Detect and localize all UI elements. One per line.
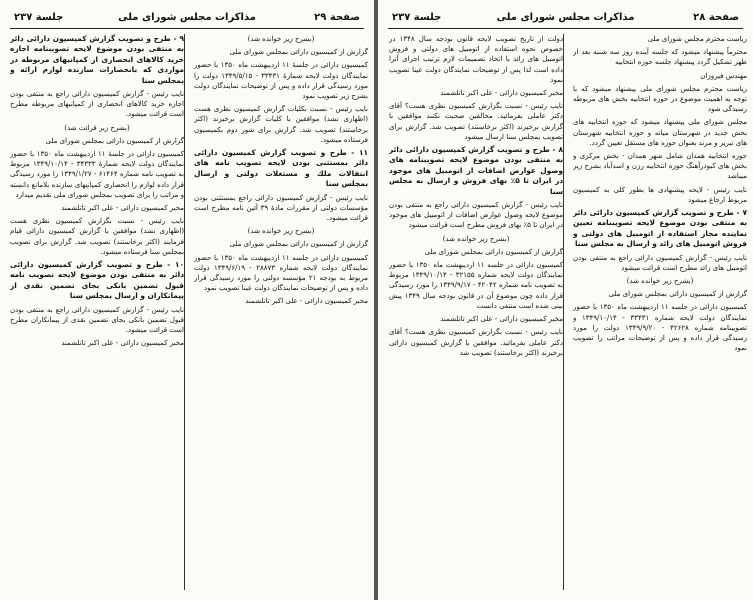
paragraph: نايب رئيس - نسبت بگزارش كميسيون نظرى هست (اظهارى نشد) موافقين با گزارش كميسيون دارائى قيام فرمايند (اكثر برخاستند) تصويب شد. گزارش براى تصويب بمجلس سنا فرستاده ميشود. [10,217,184,256]
column-divider [563,34,564,590]
section-heading: ۸ - طرح و تصويب گزارش كميسيون دارائى دائر به منتفى بودن موضوع لايحه تصويبنامه هاى وصول عوارض اضافات از اتومبيل هاى موجود در ايران تا ۵٪ بهاى فروش و ارسال به مجلس سنا [389,145,563,196]
paragraph: نايب رئيس - نسبت بكليات گزارش كميسيون نظرى هست (اظهارى نشد) موافقين با كليات گزارش برخيزند (اكثر برخاستند) تصويب شد. گزارش براى شور دوم بكميسيون فرستاده ميشود. [194,105,368,144]
paragraph: مخبر كميسيون دارائى - على اكبر تاتلشمند [245,297,368,306]
paragraph: كميسيون دارائى در جلسه ۱۱ ارديبهشت ماه ۱۳۵۰ با حضور نمايندگان دولت لايحه شماره ۳۳۴۳۱ - ۱۳۴۹/۱۰/۱۴ و تصويبنامه شماره ۴۲۶۲۸ - ۱۳۴۹/۹/۲۰ دولت را مورد رسيدگى قرار داده و پس از توضيحات مراتب را تصويب نمود [573,303,747,353]
paragraph: كميسيون دارائى در جلسه ۱۱ ارديبهشت ماه ۱۳۵۰ با حضور نمايندگان دولت لايحه شماره ۲۸۸۷۳ - ۱۳۴۹/۶/۱۹ دولت مربوط به بودجه ۲۱ مؤسسه دولتى را مورد رسيدگى قرار داده و پس از توضيحات نمايندگان دولت عينا تصويب نمود [194,253,368,293]
paragraph: گزارش از كميسيون دارائى بمجلس شوراى ملى [45,136,184,145]
paragraph: نايب رئيس - گزارش كميسيون دارائى راجع به منتفى بودن قبول تضمين بانكى بجاى تضمين نقدى از پيمانكاران مطرح است قرائت ميشود. [10,305,184,335]
paragraph: (بشرح زير خوانده شد) [247,227,315,236]
running-title: مذاكرات مجلس شوراى ملى [118,12,256,23]
page-number: صفحة ۲۸ [693,12,739,23]
session-number: جلسة ۲۳۷ [392,12,442,23]
paragraph: نايب رئيس - گزارش كميسيون دارائى راجع به منتفى بودن موضوع لايحه وصول عوارض اضافات از اتومبيل هاى موجود در ايران تا ۵٪ بهاى فروش مطرح است قرائت ميشود [389,201,563,230]
left-page-column-2 [10,34,184,590]
right-page-header [388,12,743,29]
paragraph: گزارش از كميسيون دارائى بمجلس شوراى ملى [424,247,563,256]
paragraph: مخبر كميسيون دارائى - على اكبر تاتلشمند [61,204,184,213]
section-heading: ۱۱ - طرح و تصويب گزارش كميسيون دارائى دائر بمستثنى بودن لايحه تصويب نامه هاى انتقالات ملك و مستغلات دولتى و ارسال بمجلس سنا [194,148,368,189]
paragraph: (بشرح زير خوانده شد) [626,277,694,286]
paragraph: نايب رئيس - نسبت بگزارش كميسيون نظرى هست؟ آقاى دكتر عاملى بفرمائيد. موافقين با گزارش كميسيون دارائى برخيزند (اكثر برخاستند) تصويب شد [389,328,563,357]
right-page [378,0,753,600]
left-page [0,0,374,600]
page-number: صفحة ۲۹ [314,12,360,23]
paragraph: نايب رئيس - گزارش كميسيون دارائى راجع بمستثنى بودن مؤسسات دولتى از مقررات مادهٔ ۳۹ آئين نامه مطرح است قرائت ميشود. [194,193,368,223]
paragraph: مخبر كميسيون دارائى - على اكبر تاتلشمند [440,89,563,98]
right-page-column-2 [389,34,563,590]
session-number: جلسة ۲۳۷ [14,12,64,23]
paragraph: رياست محترم مجلس شوراى ملى پيشنهاد ميشود كه با توجه به اهميت موضوع در حوزه انتخابيه بخش هاى مربوطه رسيدگى شود [573,84,747,114]
paragraph: مخبر كميسيون دارائى - على اكبر تاتلشمند [440,315,563,324]
column-divider [184,34,185,590]
paragraph: گزارش از كميسيون دارائى بمجلس شوراى ملى [229,240,368,249]
paragraph: نايب رئيس - لايحه پيشنهادى ها بطور كلى به كميسيون مربوط ارجاع ميشود [573,185,747,204]
paragraph: (بشرح زير قرائت شد) [64,123,130,132]
paragraph: نايب رئيس - گزارش كميسيون دارائى راجع به منتفى بودن اتومبيل هاى زائد مطرح است قرائت ميشود [573,253,747,272]
section-heading: ۷ - طرح و تصويب گزارش كميسيون دارائى دائر به منتفى بودن موضوع لايحه تصويبنامه تعيين نماينده مجاز استفاده از اتومبيل هاى دولتى و فروش اتومبيل هاى زائد و ارسال به مجلس سنا [573,208,747,249]
paragraph: نايب رئيس - نسبت بگزارش كميسيون نظرى هست؟ آقاى دكتر عاملى بفرمائيد. مخالفين صحبت نكنند موافقين با گزارش برخيزند (اكثر برخاستند) تصويب شد. گزارش براى تصويب بمجلس سنا ارسال ميشود [389,102,563,141]
paragraph: محترماً پيشنهاد ميشود كه جلسه آينده روز سه شنبه بعد از ظهر تشكيل گردد پيشنهاد جلسه حوزه انتخابيه [573,48,747,67]
paragraph: مخبر كميسيون دارائى - على اكبر تاتلشمند [61,339,184,348]
paragraph: دولت از تاريخ تصويب لايحه قانون بودجه سال ۱۳۴۸ در خصوص نحوه استفاده از اتومبيل هاى دولتى و فروش اتومبيل هاى زائد با اتخاذ تصميمات لازم ترتيب اجراى آنرا داده است لذا پس از توضيحات نمايندگان دولت عينا تصويب نمود [389,35,563,84]
paragraph: مجلس شوراى ملى پيشنهاد ميشود كه حوزه انتخابيه هاى بخش جديد در شهرستان ميانه و حوزه انتخابيه شهرستان هاى تبريز و مرند بعنوان حوزه هاى مستقل تعيين گردد. [573,118,747,147]
left-page-header [10,12,364,29]
paragraph: كميسيون دارائى در جلسه ۱۱ ارديبهشت ماه ۱۳۵۰ با حضور نمايندگان دولت لايحه شماره ۳۲۱۵۵ - ۱۳۴۹/۱۰/۱۴ مربوط به تصويب نامه شماره ۴۲۰۴۲ - ۱۳۴۹/۹/۱۷ را مورد رسيدگى قرار داده چون موضوع آن در قانون بودجه سال ۱۳۴۹ پيش بينى شده است منتفى دانست [389,261,563,310]
left-page-column-1 [194,34,368,590]
paragraph: (بشرح زير خوانده شد) [247,35,315,43]
running-title: مذاكرات مجلس شوراى ملى [496,12,635,23]
paragraph: كميسيون دارائى در جلسهٔ ۱۱ ارديبهشت ماه ۱۳۵۰ با حضور نمايندگان دولت لايحه شمارهٔ ۳۳۴۳۱ - ۱۳۴۹/۵/۱۵ دولت را مورد رسيدگى قرار داده و پس از توضيحات نمايندگان دولت بشرح زير تصويب نمود [194,61,368,101]
paragraph: رياست محترم مجلس شوراى ملى [647,35,747,43]
paragraph: (بشرح زير خوانده شد) [442,234,510,243]
paragraph: نايب رئيس - گزارش كميسيون دارائى راجع به منتفى بودن اجازه خريد كالاهاى انحصارى از كمپانيهاى مربوطه مطرح است قرائت ميشود. [10,90,184,119]
paragraph: مهندس فيروزان [700,71,747,80]
section-heading: ۱۰ - طرح و تصويب گزارش كميسيون دارائى دائر به منتفى بودن موضوع لايحه تصويب نامه قبول تضمين بانكى بجاى تضمين نقدى از پيمانكاران و ارسال بمجلس سنا [10,260,184,301]
right-page-column-1 [573,34,747,590]
paragraph: گزارش از كميسيون دارائى بمجلس شوراى ملى [229,48,368,57]
paragraph: كميسيون دارائى در جلسهٔ ۱۱ ارديبهشت ماه ۱۳۵۰ با حضور نمايندگان دولت لايحه شمارهٔ ۳۴۳۳۳ - ۱۳۴۹/۱۰/۱۴ مربوط به تصويب نامه شماره ۶۱۴۶۴ - ۱۳۴۹/۱/۲۷ را مورد رسيدگى قرار داده لوازم را انحصارى كمپانيهاى سازنده بلامانع دانسته و مراتب را براى تصويب بمجلس شوراى ملى تقديم ميدارد [10,150,184,199]
paragraph: حوزه انتخابيه همدان شامل شهر همدان - بخش مركزى و بخش هاى كبودرآهنگ حوزه انتخابيه رزن و اسدآباد بشرح زير ميباشد [573,152,747,181]
section-heading: ۹ - طرح و تصويب گزارش كميسيون دارائى دائر به منتفى بودن موضوع لايحه تصويبنامه اجازه خريد كالاهاى انحصارى از كمپانيهاى مربوطه در مواردى كه بانحصارات سازنده لوازم ارائه و بمجلس سنا [10,34,184,85]
paragraph: گزارش از كميسيون دارائى بمجلس شوراى ملى [608,290,747,299]
